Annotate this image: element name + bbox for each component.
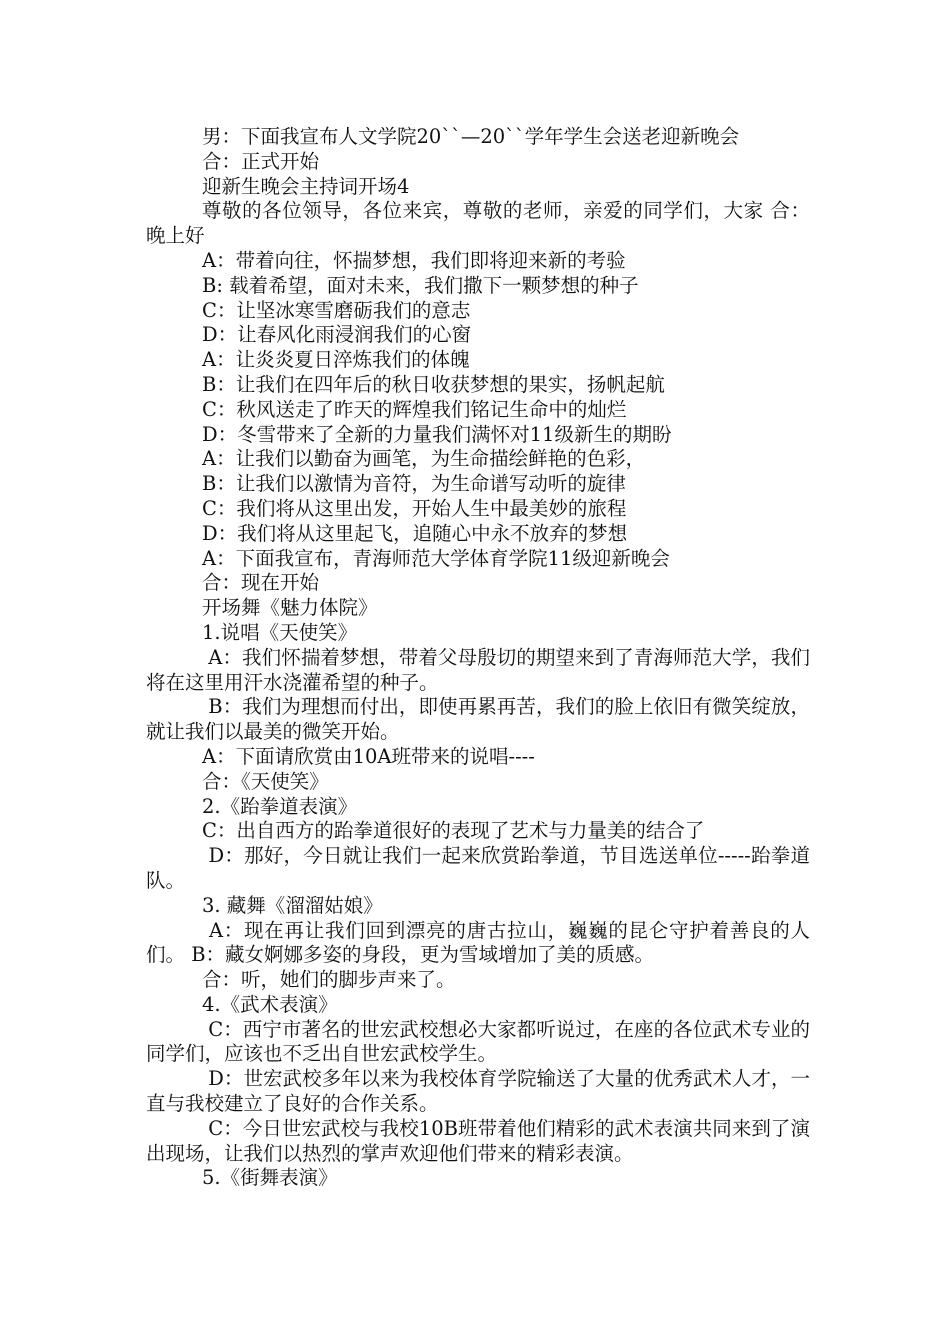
paragraph: 迎新生晚会主持词开场4: [202, 174, 410, 198]
paragraph: B：我们为理想而付出，即使再累再苦，我们的脸上依旧有微笑绽放，就让我们以最美的微笑开始。: [146, 695, 810, 744]
paragraph: A：让我们以勤奋为画笔，为生命描绘鲜艳的色彩，: [202, 447, 646, 471]
paragraph: 2.《跆拳道表演》: [202, 794, 358, 818]
paragraph: 合：《天使笑》: [202, 769, 329, 793]
paragraph: D：那好，今日就让我们一起来欣赏跆拳道，节目选送单位-----跆拳道队。: [146, 844, 810, 892]
paragraph: C：秋风送走了昨天的辉煌我们铭记生命中的灿烂: [202, 397, 627, 421]
paragraph: C：出自西方的跆拳道很好的表现了艺术与力量美的结合了: [202, 819, 705, 843]
paragraph: A：现在再让我们回到漂亮的唐古拉山，巍巍的昆仑守护着善良的人们。 B：藏女婀娜多姿的身段，更为雪域增加了美的质感。: [146, 918, 810, 967]
document-body: [146, 125, 810, 1191]
paragraph: A：我们怀揣着梦想，带着父母殷切的期望来到了青海师范大学，我们将在这里用汗水浇灌希望的种子。: [146, 645, 810, 694]
paragraph: 3. 藏舞《溜溜姑娘》: [202, 893, 383, 917]
paragraph: A：带着向往，怀揣梦想，我们即将迎来新的考验: [202, 248, 626, 272]
paragraph: C：西宁市著名的世宏武校想必大家都听说过，在座的各位武术专业的同学们，应该也不乏出自世宏武校学生。: [146, 1017, 811, 1066]
paragraph: B：让我们以激情为音符，为生命谱写动听的旋律: [202, 472, 626, 496]
paragraph: D：我们将从这里起飞，追随心中永不放弃的梦想: [202, 521, 628, 545]
paragraph: D：让春风化雨浸润我们的心窗: [202, 323, 472, 347]
paragraph: A：让炎炎夏日淬炼我们的体魄: [202, 348, 470, 372]
paragraph: D：冬雪带来了全新的力量我们满怀对11级新生的期盼: [202, 422, 672, 446]
paragraph: 合：听，她们的脚步声来了。: [202, 968, 456, 992]
paragraph: C：让坚冰寒雪磨砺我们的意志: [202, 298, 471, 322]
paragraph: B：让我们在四年后的秋日收获梦想的果实，扬帆起航: [202, 372, 665, 396]
paragraph: 合：现在开始: [202, 571, 320, 595]
paragraph: B: 载着希望，面对未来，我们撒下一颗梦想的种子: [202, 273, 639, 297]
paragraph: A：下面请欣赏由10A班带来的说唱----: [202, 744, 535, 768]
paragraph: 4.《武术表演》: [202, 992, 338, 1016]
paragraph: 合：正式开始: [202, 149, 320, 173]
paragraph: D：世宏武校多年以来为我校体育学院输送了大量的优秀武术人才，一直与我校建立了良好的合作关系。: [146, 1067, 811, 1116]
paragraph: 1.说唱《天使笑》: [202, 620, 358, 644]
paragraph: 5.《街舞表演》: [202, 1166, 338, 1190]
paragraph: C：今日世宏武校与我校10B班带着他们精彩的武术表演共同来到了演出现场，让我们以热烈的掌声欢迎他们带来的精彩表演。: [146, 1116, 810, 1165]
paragraph: 男：下面我宣布人文学院20``—20``学年学生会送老迎新晚会: [202, 125, 740, 148]
paragraph: A：下面我宣布，青海师范大学体育学院11级迎新晚会: [202, 546, 670, 570]
paragraph: C：我们将从这里出发，开始人生中最美妙的旅程: [202, 496, 627, 520]
paragraph: 开场舞《魅力体院》: [202, 596, 378, 620]
paragraph: 尊敬的各位领导，各位来宾，尊敬的老师，亲爱的同学们，大家 合：晚上好: [146, 199, 810, 248]
